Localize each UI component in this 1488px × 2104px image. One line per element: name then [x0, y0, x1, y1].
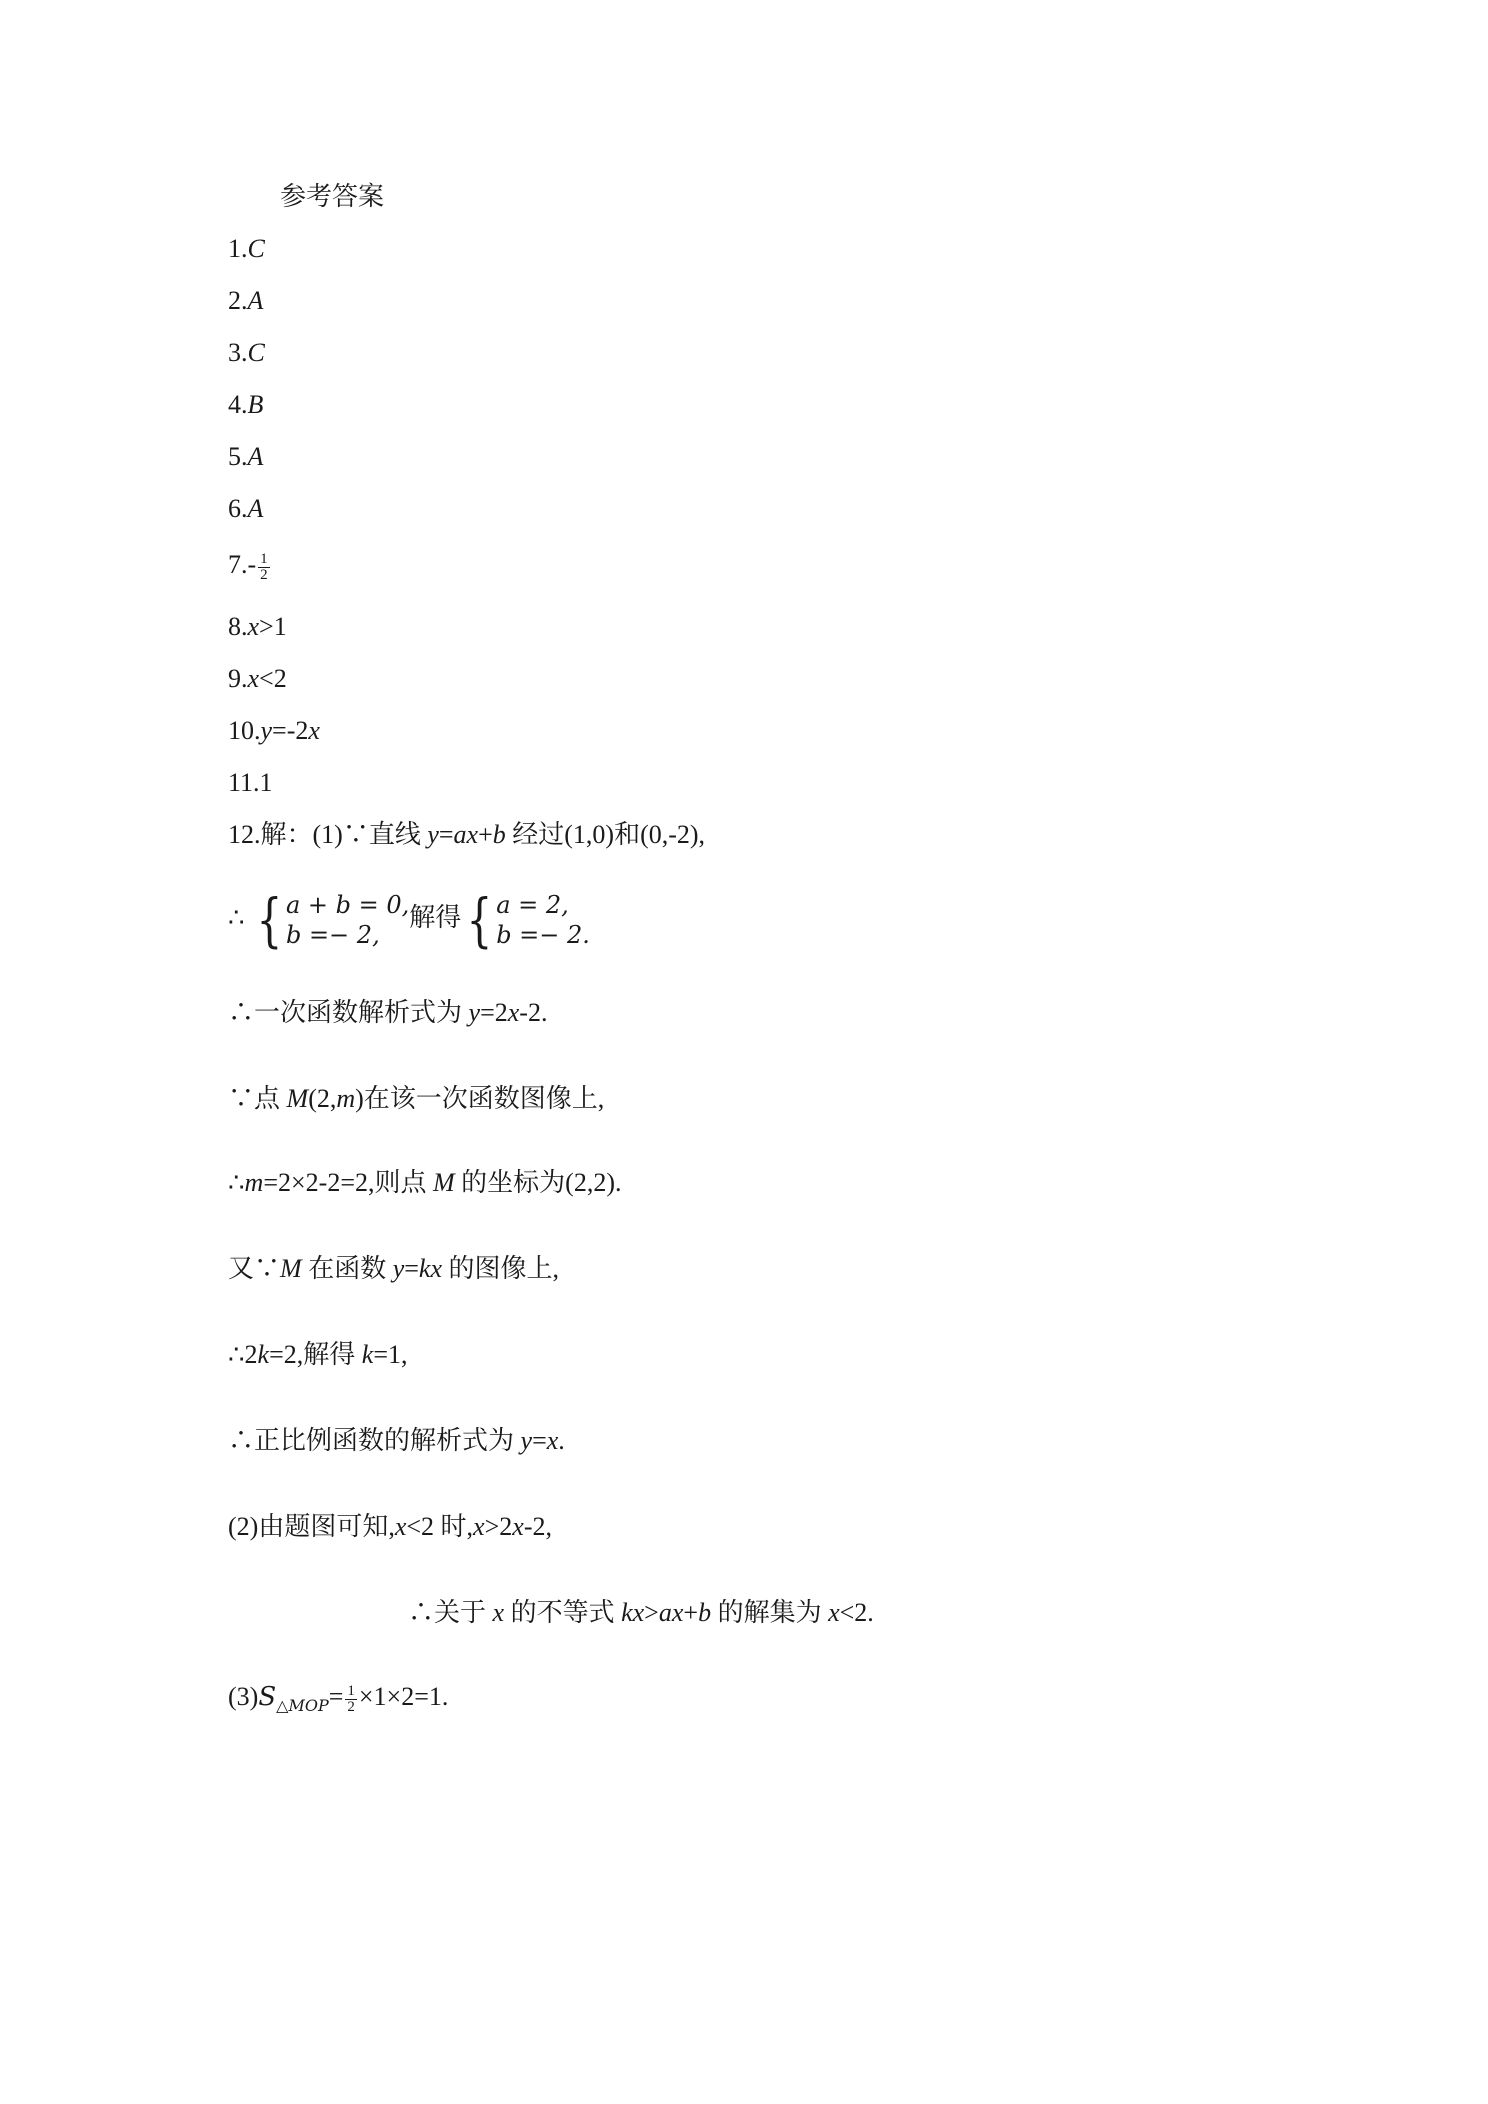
fraction: $\frac{1}{2}$ — [260, 550, 268, 583]
answer-8: 8.x>1 — [228, 612, 287, 641]
q12-line-3: ∴一次函数解析式为 y=2x-2. — [228, 998, 548, 1027]
answer-5: 5.A — [228, 442, 264, 471]
answer-4: 4.B — [228, 390, 264, 419]
q12-line-6: 又∵M 在函数 y=kx 的图像上, — [228, 1254, 560, 1283]
answer-3: 3.C — [228, 338, 265, 367]
q12-line-10: ∴关于 x 的不等式 kx>ax+b 的解集为 x<2. — [408, 1598, 874, 1627]
answer-6: 6.A — [228, 494, 264, 523]
q12-line-7: ∴2k=2,解得 k=1, — [228, 1340, 408, 1369]
answer-1: 1.C — [228, 234, 265, 263]
answer-11: 11.1 — [228, 768, 273, 797]
q12-line-9: (2)由题图可知,x<2 时,x>2x-2, — [228, 1512, 552, 1541]
q12-equation-system: ∴ { a + b = 0, b =− 2, 解得{ a = 2, b =− 2. — [228, 886, 590, 955]
answer-2: 2.A — [228, 286, 264, 315]
answer-9: 9.x<2 — [228, 664, 287, 693]
system-1: a + b = 0, b =− 2, — [285, 891, 410, 950]
left-brace-1: { — [256, 886, 283, 955]
q12-line-8: ∴正比例函数的解析式为 y=x. — [228, 1426, 565, 1455]
q12-line-5: ∴m=2×2-2=2,则点 M 的坐标为(2,2). — [228, 1168, 622, 1197]
q12-line-11: $(3)S_{\triangle MOP}=$ $\frac{1}{2}$ ×1×2=1. — [228, 1682, 449, 1715]
system-2: a = 2, b =− 2. — [496, 891, 590, 950]
q12-line-4: ∵点 M(2,m)在该一次函数图像上, — [228, 1084, 605, 1113]
fraction: $\frac{1}{2}$ — [347, 1682, 355, 1715]
answer-10: 10.y=-2x — [228, 716, 320, 745]
page-title: 参考答案 — [280, 182, 385, 211]
answer-7: 7.- $\frac{1}{2}$ — [228, 550, 268, 583]
left-brace-2: { — [466, 886, 493, 955]
q12-line-1: 12.解：(1)∵直线 y=ax+b 经过(1,0)和(0,-2), — [228, 820, 706, 849]
